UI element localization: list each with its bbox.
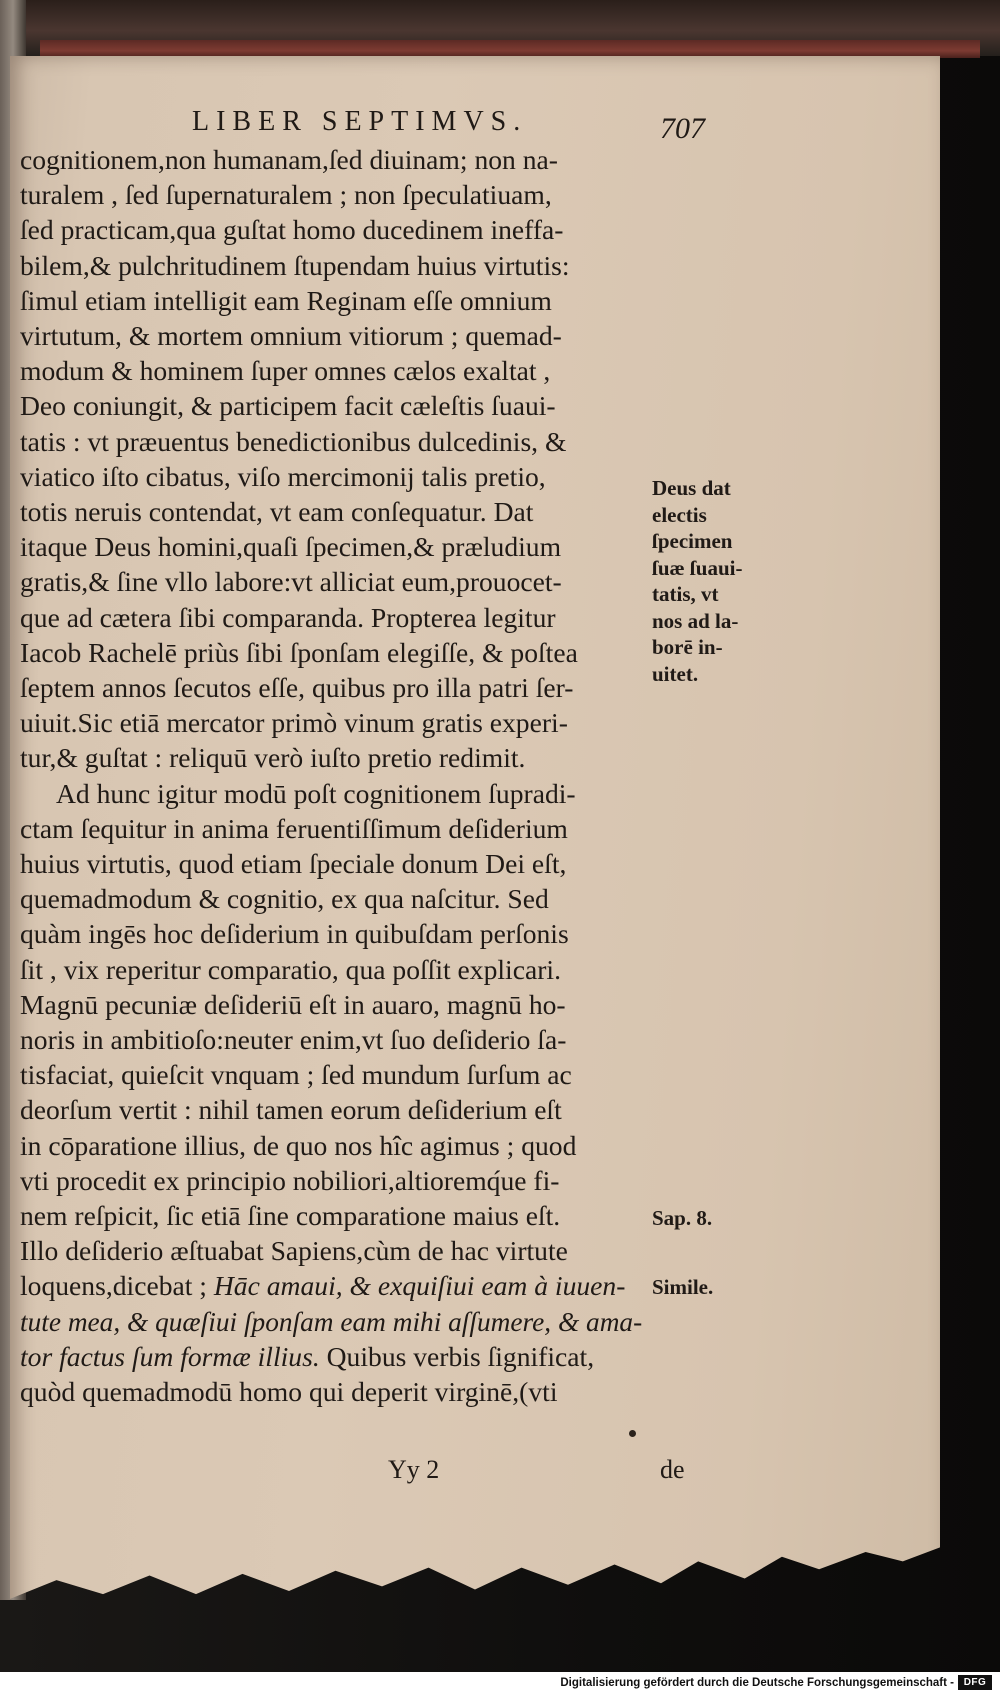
ink-spot [629, 1430, 636, 1437]
text-line: deorſum vertit : nihil tamen eorum deſiderium eſt [20, 1094, 562, 1126]
text-line-quotation [20, 1272, 625, 1300]
italic-quotation: tor factus ſum formæ illius. [20, 1340, 320, 1372]
text-line: Deo coniungit, & participem facit cæleſtis ſuaui- [20, 390, 556, 422]
text-line: Magnū pecuniæ deſideriū eſt in auaro, magnū ho- [20, 988, 566, 1020]
italic-quotation: tute mea, & quæſiui ſponſam eam mihi aſſumere, & ama- [20, 1305, 643, 1337]
text-line-quotation [20, 1305, 643, 1337]
text-line: quemadmodum & cognitio, ex qua naſcitur. Sed [20, 883, 549, 915]
text-line: gratis,& ſine vllo labore:vt alliciat eum,prouocet- [20, 566, 562, 598]
text-line: in cōparatione illius, de quo nos hîc agimus ; quod [20, 1129, 577, 1161]
text-line: totis neruis contendat, vt eam conſequatur. Dat [20, 496, 534, 527]
marginal-note-line: ſpecimen [652, 529, 733, 553]
text-line: cognitionem,non humanam,ſed diuinam; non na- [20, 144, 558, 175]
marginal-note-line: Simile. [652, 1275, 714, 1299]
text-line: noris in ambitioſo:neuter enim,vt ſuo deſiderio ſa- [20, 1024, 567, 1055]
text-line: nem reſpicit, ſic etiā ſine comparatione maius eſt. [20, 1200, 561, 1231]
dfg-logo: DFG [958, 1675, 992, 1690]
text-line: huius virtutis, quod etiam ſpeciale donum Dei eſt, [20, 848, 567, 879]
italic-quotation: Hāc amaui, & exquiſiui eam à iuuen- [213, 1270, 626, 1302]
text-line: Illo deſiderio æſtuabat Sapiens,cùm de hac virtute [20, 1235, 568, 1267]
book-cover-edge [40, 40, 980, 58]
text-line: Iacob Rachelē priùs ſibi ſponſam elegiſſe, & poſtea [20, 636, 578, 668]
marginal-note-line: ſuæ ſuaui- [652, 555, 743, 580]
roman-text: loquens,dicebat ; [20, 1270, 214, 1302]
text-line: turalem , ſed ſupernaturalem ; non ſpeculatiuam, [20, 179, 552, 211]
text-line-last: quòd quemadmodū homo qui deperit virginē,(vti [20, 1376, 558, 1407]
text-line: ſed practicam,qua guſtat homo ducedinem ineffa- [20, 214, 564, 246]
marginal-note-line: borē in- [652, 635, 723, 659]
text-line: tur,& guſtat : reliquū verò iuſto pretio redimit. [20, 742, 526, 774]
catchword: de [660, 1455, 685, 1484]
text-line: Ad hunc igitur modū poſt cognitionem ſupradi- [56, 777, 576, 809]
folio-number: 707 [660, 112, 705, 145]
marginal-note-line: uitet. [652, 661, 699, 686]
marginal-note-line: Deus dat [652, 476, 731, 500]
text-line: ctam ſequitur in anima feruentiſſimum deſiderium [20, 812, 568, 844]
text-line: ſimul etiam intelligit eam Reginam eſſe omnium [20, 284, 552, 316]
text-line: quàm ingēs hoc deſiderium in quibuſdam perſonis [20, 918, 569, 950]
signature-mark: Yy 2 [388, 1455, 440, 1484]
running-head: LIBER SEPTIMVS. [192, 106, 528, 137]
roman-text: Quibus verbis ſignificat, [319, 1340, 595, 1372]
marginal-note-line: nos ad la- [652, 608, 739, 633]
text-line: bilem,& pulchritudinem ſtupendam huius virtutis: [20, 249, 570, 281]
text-line: ſeptem annos ſecutos eſſe, quibus pro illa patri ſer- [20, 672, 574, 703]
text-line: tisfaciat, quieſcit vnquam ; ſed mundum ſurſum ac [20, 1059, 572, 1091]
text-line: itaque Deus homini,quaſi ſpecimen,& præludium [20, 531, 562, 563]
text-line: modum & hominem ſuper omnes cælos exaltat , [20, 355, 551, 387]
marginal-note-line: tatis, vt [652, 582, 719, 606]
text-line-quotation [20, 1340, 595, 1372]
text-line: ſit , vix reperitur comparatio, qua poſſit explicari. [20, 953, 561, 985]
text-line: uiuit.Sic etiā mercator primò vinum gratis experi- [20, 707, 568, 739]
text-line: virtutum, & mortem omnium vitiorum ; quemad- [20, 320, 562, 351]
footer-credit: Digitalisierung gefördert durch die Deutsche Forschungsgemeinschaft - [560, 1677, 954, 1689]
marginal-note-line: Sap. 8. [652, 1206, 713, 1230]
text-line: vti procedit ex principio nobiliori,altioremq́ue fi- [20, 1164, 560, 1196]
text-line: tatis : vt præuentus benedictionibus dulcedinis, & [20, 425, 567, 457]
text-line: viatico iſto cibatus, viſo mercimonij talis pretio, [20, 460, 546, 492]
text-line: que ad cætera ſibi comparanda. Propterea legitur [20, 601, 556, 633]
marginal-note-line: electis [652, 502, 707, 527]
